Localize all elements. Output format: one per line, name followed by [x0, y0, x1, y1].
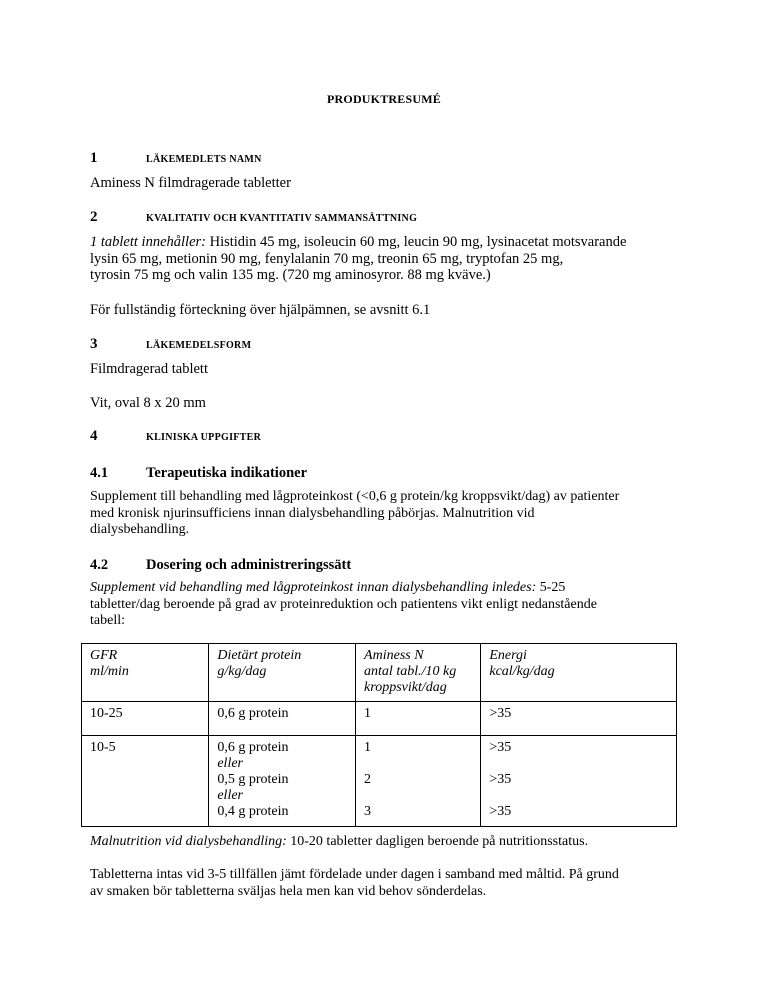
- excipients-note: För fullständig förteckning över hjälpämnen, se avsnitt 6.1: [90, 302, 431, 318]
- form-description: Vit, oval 8 x 20 mm: [90, 395, 206, 411]
- section-4-title: KLINISKA UPPGIFTER: [146, 432, 262, 443]
- dosing-lead: Supplement vid behandling med lågproteinkost innan dialysbehandling inledes:: [90, 580, 537, 595]
- section-1-title: LÄKEMEDLETS NAMN: [146, 154, 262, 165]
- section-3-number: 3: [90, 336, 98, 352]
- header-gfr: GFR ml/min: [82, 644, 209, 702]
- cell-aminess: 1 2 3: [356, 736, 481, 827]
- composition-line-2: lysin 65 mg, metionin 90 mg, fenylalanin 70 mg, treonin 65 mg, tryptofan 25 mg,: [90, 250, 564, 267]
- pharmaceutical-form: Filmdragerad tablett: [90, 361, 208, 377]
- table-row: [82, 736, 677, 827]
- header-aminess: Aminess N antal tabl./10 kg kroppsvikt/dag: [356, 644, 481, 702]
- composition-line-1: 1 tablett innehåller: Histidin 45 mg, isoleucin 60 mg, leucin 90 mg, lysinacetat motsvarande: [90, 234, 627, 250]
- composition-lead: 1 tablett innehåller:: [90, 234, 206, 250]
- subsection-4-2-title: Dosering och administreringssätt: [146, 557, 352, 573]
- product-name: Aminess N filmdragerade tabletter: [90, 175, 291, 191]
- cell-protein: 0,6 g protein eller 0,5 g protein eller 0,4 g protein: [209, 736, 356, 827]
- header-energy: Energi kcal/kg/dag: [481, 644, 677, 702]
- subsection-4-2-number: 4.2: [90, 557, 109, 573]
- section-1-number: 1: [90, 150, 98, 166]
- dosing-text: Supplement vid behandling med lågproteinkost innan dialysbehandling inledes: 5-25 tabletter/dag beroende på grad av proteinreduktion och patientens vikt enligt nedanstående tabell:: [90, 580, 597, 628]
- cell-energy: >35 >35 >35: [481, 736, 677, 827]
- cell-protein: 0,6 g protein: [209, 702, 356, 736]
- dosing-table: [81, 643, 677, 827]
- indications-text: Supplement till behandling med lågproteinkost (<0,6 g protein/kg kroppsvikt/dag) av patienter med kronisk njurinsufficiens innan dialysbehandling påbörjas. Malnutrition vid dialysbehandling.: [90, 489, 620, 537]
- administration-text: Tabletterna intas vid 3-5 tillfällen jämt fördelade under dagen i samband med måltid. På grund av smaken bör tabletterna sväljas hela men kan vid behov sönderdelas.: [90, 867, 619, 899]
- composition-line-3: tyrosin 75 mg och valin 135 mg. (720 mg aminosyror. 88 mg kväve.): [90, 267, 491, 283]
- malnutrition-lead: Malnutrition vid dialysbehandling:: [90, 834, 287, 849]
- cell-aminess: 1: [356, 702, 481, 736]
- subsection-4-1-number: 4.1: [90, 465, 109, 481]
- header-protein: Dietärt protein g/kg/dag: [209, 644, 356, 702]
- section-2-number: 2: [90, 209, 98, 225]
- cell-gfr: 10-5: [82, 736, 209, 827]
- section-4-number: 4: [90, 428, 98, 444]
- subsection-4-1-title: Terapeutiska indikationer: [146, 465, 308, 481]
- section-3-title: LÄKEMEDELSFORM: [146, 340, 252, 351]
- composition-text: [90, 234, 690, 284]
- document-title: PRODUKTRESUMÉ: [327, 92, 441, 106]
- cell-gfr: 10-25: [82, 702, 209, 736]
- malnutrition-text: Malnutrition vid dialysbehandling: 10-20 tabletter dagligen beroende på nutritionsstatus.: [90, 834, 589, 849]
- cell-energy: >35: [481, 702, 677, 736]
- section-2-title: KVALITATIV OCH KVANTITATIV SAMMANSÄTTNING: [146, 213, 418, 224]
- table-row: [82, 702, 677, 736]
- table-header-row: [82, 644, 677, 702]
